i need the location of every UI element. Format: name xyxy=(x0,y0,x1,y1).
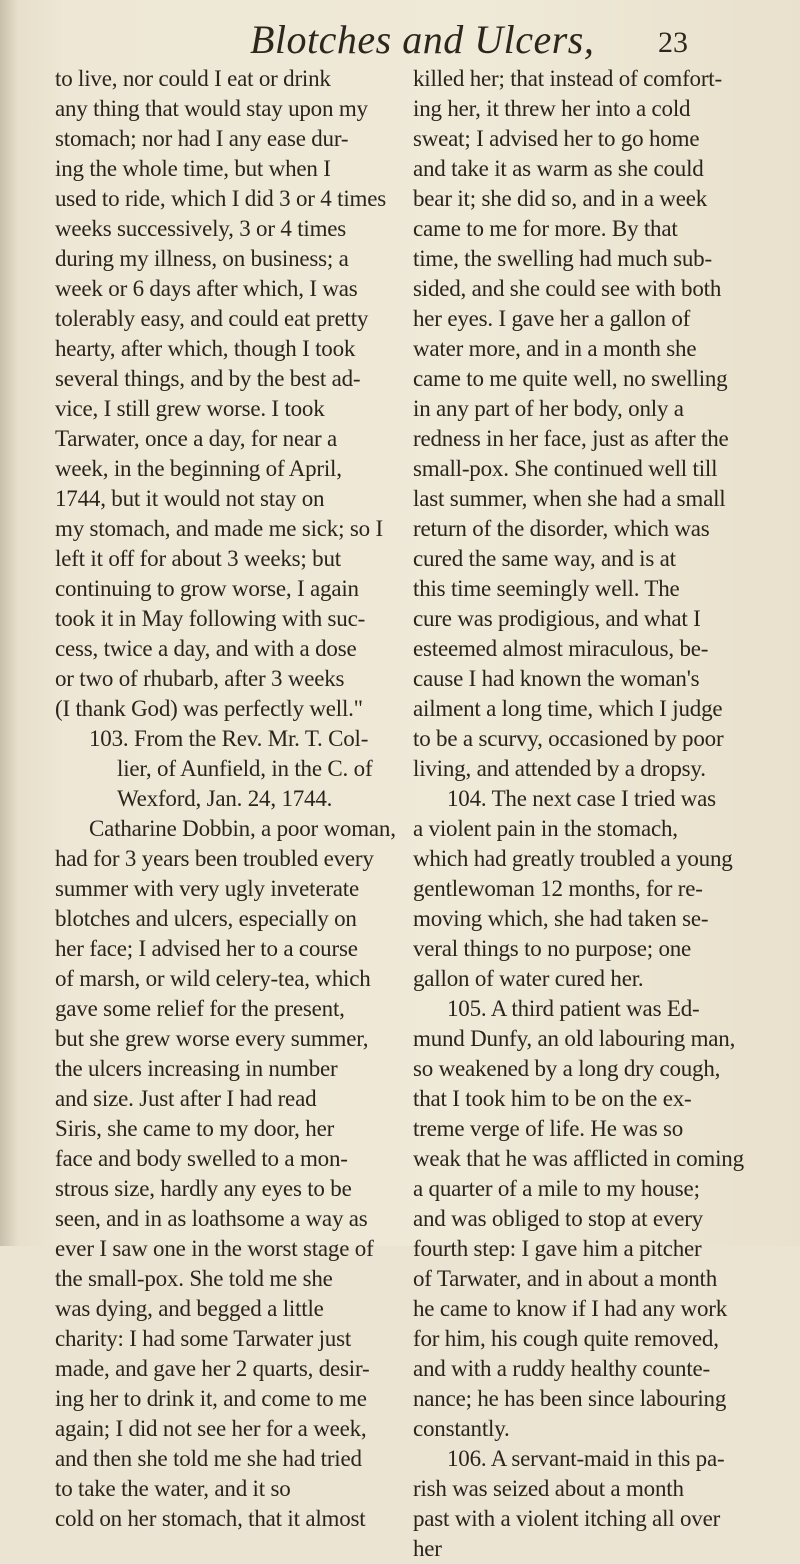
text-line: had for 3 years been troubled every xyxy=(55,846,374,871)
text-line: Siris, she came to my door, her xyxy=(55,1116,335,1141)
text-line: used to ride, which I did 3 or 4 times xyxy=(55,186,386,211)
text-line: summer with very ugly inveterate xyxy=(55,876,360,901)
text-line: killed her; that instead of comfort- xyxy=(413,66,722,91)
text-line: 106. A servant-maid in this pa- xyxy=(447,1446,725,1471)
text-line: charity: I had some Tarwater just xyxy=(55,1326,352,1351)
text-line: cause I had known the woman's xyxy=(413,666,700,691)
text-line: and then she told me she had tried xyxy=(55,1446,362,1471)
text-line: came to me quite well, no swelling xyxy=(413,366,728,391)
text-line: time, the swelling had much sub- xyxy=(413,246,712,271)
text-line: in any part of her body, only a xyxy=(413,396,684,421)
text-line: 1744, but it would not stay on xyxy=(55,486,325,511)
text-line: took it in May following with suc- xyxy=(55,606,366,631)
text-line: was dying, and begged a little xyxy=(55,1296,324,1321)
text-line: my stomach, and made me sick; so I xyxy=(55,516,383,541)
text-line: and was obliged to stop at every xyxy=(413,1206,703,1231)
text-line: mund Dunfy, an old labouring man, xyxy=(413,1026,736,1051)
text-line: week, in the beginning of April, xyxy=(55,456,342,481)
text-line: her face; I advised her to a course xyxy=(55,936,358,961)
text-line: nance; he has been since labouring xyxy=(413,1386,727,1411)
text-line: to live, nor could I eat or drink xyxy=(55,66,331,91)
text-line: he came to know if I had any work xyxy=(413,1296,728,1321)
text-line: the ulcers increasing in number xyxy=(55,1056,338,1081)
text-line: a quarter of a mile to my house; xyxy=(413,1176,700,1201)
running-head: Blotches and Ulcers, xyxy=(250,17,595,62)
text-line: (I thank God) was perfectly well." xyxy=(55,696,363,721)
text-line: lier, of Aunfield, in the C. of xyxy=(117,756,373,781)
text-line: rish was seized about a month xyxy=(413,1476,684,1501)
text-line: return of the disorder, which was xyxy=(413,516,710,541)
text-line: last summer, when she had a small xyxy=(413,486,726,511)
text-line: which had greatly troubled a young xyxy=(413,846,733,871)
text-line: weeks successively, 3 or 4 times xyxy=(55,216,347,241)
text-line: water more, and in a month she xyxy=(413,336,697,361)
text-line: the small-pox. She told me she xyxy=(55,1266,333,1291)
text-line: 103. From the Rev. Mr. T. Col- xyxy=(89,726,369,751)
text-line: left it off for about 3 weeks; but xyxy=(55,546,341,571)
text-line: small-pox. She continued well till xyxy=(413,456,718,481)
text-line: but she grew worse every summer, xyxy=(55,1026,369,1051)
text-line: gave some relief for the present, xyxy=(55,996,345,1021)
text-line: fourth step: I gave him a pitcher xyxy=(413,1236,702,1261)
text-line: came to me for more. By that xyxy=(413,216,678,241)
text-line: Wexford, Jan. 24, 1744. xyxy=(117,786,333,811)
text-line: veral things to no purpose; one xyxy=(413,936,692,961)
text-line: to take the water, and it so xyxy=(55,1476,291,1501)
text-line: bear it; she did so, and in a week xyxy=(413,186,708,211)
text-line: ever I saw one in the worst stage of xyxy=(55,1236,374,1261)
text-line: sweat; I advised her to go home xyxy=(413,126,700,151)
text-line: tolerably easy, and could eat pretty xyxy=(55,306,369,331)
text-line: made, and gave her 2 quarts, desir- xyxy=(55,1356,370,1381)
text-line: ing her, it threw her into a cold xyxy=(413,96,691,121)
page-header xyxy=(240,14,688,64)
text-line: cure was prodigious, and what I xyxy=(413,606,701,631)
text-line: ing the whole time, but when I xyxy=(55,156,331,181)
text-line: strous size, hardly any eyes to be xyxy=(55,1176,352,1201)
text-line: vice, I still grew worse. I took xyxy=(55,396,325,421)
text-line: stomach; nor had I any ease dur- xyxy=(55,126,349,151)
text-line: and size. Just after I had read xyxy=(55,1086,317,1111)
text-line: or two of rhubarb, after 3 weeks xyxy=(55,666,345,691)
text-line: past with a violent itching all over xyxy=(413,1506,721,1531)
text-line: hearty, after which, though I took xyxy=(55,336,356,361)
text-line: sided, and she could see with both xyxy=(413,276,722,301)
right-column xyxy=(413,64,765,1564)
text-line: ing her to drink it, and come to me xyxy=(55,1386,367,1411)
page-edge-shadow xyxy=(0,0,18,1246)
text-line: cess, twice a day, and with a dose xyxy=(55,636,357,661)
text-line: weak that he was afflicted in coming xyxy=(413,1146,744,1171)
text-line: Tarwater, once a day, for near a xyxy=(55,426,338,451)
text-line: Catharine Dobbin, a poor woman, xyxy=(89,816,396,841)
text-line: gallon of water cured her. xyxy=(413,966,644,991)
text-line: again; I did not see her for a week, xyxy=(55,1416,367,1441)
text-line: week or 6 days after which, I was xyxy=(55,276,358,301)
text-line: during my illness, on business; a xyxy=(55,246,349,271)
text-line: gentlewoman 12 months, for re- xyxy=(413,876,703,901)
text-line: esteemed almost miraculous, be- xyxy=(413,636,709,661)
text-line: several things, and by the best ad- xyxy=(55,366,361,391)
text-line: this time seemingly well. The xyxy=(413,576,680,601)
text-line: cold on her stomach, that it almost xyxy=(55,1506,366,1531)
text-line: 104. The next case I tried was xyxy=(447,786,716,811)
text-line: seen, and in as loathsome a way as xyxy=(55,1206,368,1231)
text-line: face and body swelled to a mon- xyxy=(55,1146,348,1171)
text-line: cured the same way, and is at xyxy=(413,546,676,571)
text-line: her eyes. I gave her a gallon of xyxy=(413,306,691,331)
page-number: 23 xyxy=(658,26,688,59)
text-line: constantly. xyxy=(413,1416,510,1441)
text-line: of Tarwater, and in about a month xyxy=(413,1266,718,1291)
text-line: and with a ruddy healthy counte- xyxy=(413,1356,710,1381)
text-line: a violent pain in the stomach, xyxy=(413,816,678,841)
text-line: living, and attended by a dropsy. xyxy=(413,756,706,781)
text-line: of marsh, or wild celery-tea, which xyxy=(55,966,371,991)
text-line: moving which, she had taken se- xyxy=(413,906,709,931)
left-column xyxy=(55,64,397,1534)
text-line: to be a scurvy, occasioned by poor xyxy=(413,726,724,751)
text-line: continuing to grow worse, I again xyxy=(55,576,359,601)
text-line: so weakened by a long dry cough, xyxy=(413,1056,721,1081)
text-line: treme verge of life. He was so xyxy=(413,1116,684,1141)
text-line: any thing that would stay upon my xyxy=(55,96,368,121)
text-line: redness in her face, just as after the xyxy=(413,426,729,451)
text-line: ailment a long time, which I judge xyxy=(413,696,723,721)
text-line: blotches and ulcers, especially on xyxy=(55,906,357,931)
text-line: and take it as warm as she could xyxy=(413,156,704,181)
text-line: for him, his cough quite removed, xyxy=(413,1326,719,1351)
text-line: 105. A third patient was Ed- xyxy=(447,996,700,1021)
text-line: that I took him to be on the ex- xyxy=(413,1086,692,1111)
text-line: her xyxy=(413,1536,442,1561)
